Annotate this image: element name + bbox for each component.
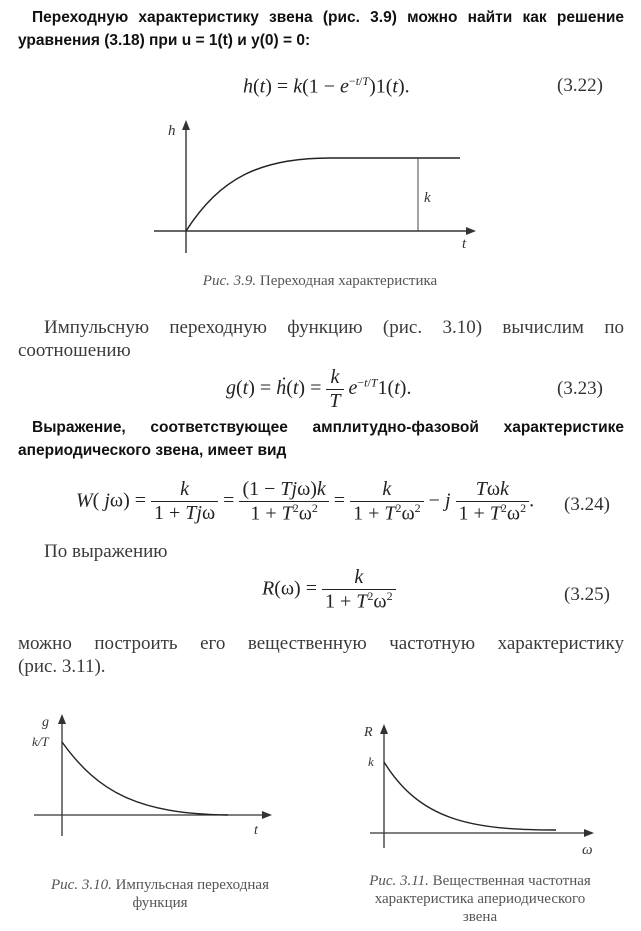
paragraph-intro	[18, 6, 624, 52]
equation-number-3-22: (3.22)	[557, 75, 603, 96]
fig310-caption-text: Импульсная переходная	[115, 877, 269, 893]
fig311-k-label: k	[368, 754, 374, 769]
fig311-curve	[384, 762, 556, 830]
figure-3-11-caption	[330, 872, 630, 926]
fig311-caption-line3: звена	[462, 909, 498, 925]
fig39-axis-y-label: h	[168, 123, 176, 139]
fig310-caption-line2: функция	[132, 895, 188, 911]
figure-3-10-caption	[20, 876, 300, 912]
fig39-axis-x-label: t	[462, 236, 467, 252]
fig39-caption-text: Переходная характеристика	[259, 273, 438, 289]
equation-number-3-24: (3.24)	[564, 494, 610, 515]
fig310-caption-num: Рис. 3.10.	[51, 877, 112, 893]
fig39-caption-num: Рис. 3.9.	[202, 273, 257, 289]
paragraph-afc-line1: Выражение, соответствующее амплитудно-фазовой характеристике	[32, 419, 624, 436]
fig310-y-arrow	[58, 714, 66, 724]
fig311-axis-y-label: R	[364, 725, 373, 740]
equation-number-3-23: (3.23)	[557, 378, 603, 399]
figure-3-10-impulse-response	[28, 712, 278, 842]
equation-3-22: $h(t) = k(1 - e^{-t/T})1(t)$.	[243, 74, 410, 98]
fig311-axis-x-label: ω	[582, 842, 593, 858]
fig311-caption-num: Рис. 3.11.	[369, 873, 429, 889]
figure-3-9-transient-response	[150, 118, 480, 258]
fig310-axis-x-label: t	[254, 823, 258, 838]
paragraph-impulse	[18, 316, 624, 362]
paragraph-intro-line2: уравнения (3.18) при u = 1(t) и y(0) = 0:	[18, 32, 311, 49]
figure-3-11-real-frequency	[360, 720, 600, 860]
paragraph-intro-line1: Переходную характеристику звена (рис. 3.9) можно найти как решение	[32, 9, 624, 26]
paragraph-by-expression: По выражению	[44, 541, 168, 562]
equation-3-23: g(t) = ḣ(t) = $\frac{k}{T}$ $e^{-t/T}1(t)$.	[226, 366, 412, 412]
fig311-caption-line2: характеристика апериодического	[374, 891, 586, 907]
figure-3-9-caption	[140, 272, 500, 290]
paragraph-impulse-line1: Импульсную переходную функцию (рис. 3.10) вычислим по	[44, 317, 624, 338]
equation-number-3-25: (3.25)	[564, 584, 610, 605]
fig39-k-label: k	[424, 190, 431, 206]
paragraph-real-freq-line1: можно построить его вещественную частотную характеристику	[18, 633, 624, 654]
fig311-x-arrow	[584, 829, 594, 837]
paragraph-impulse-line2: соотношению	[18, 340, 131, 361]
paragraph-real-freq	[18, 632, 624, 678]
equation-3-25: R(ω) = $\frac{k}{1 + T^2\omega^2}$	[262, 566, 396, 614]
fig310-x-arrow	[262, 811, 272, 819]
paragraph-afc-line2: апериодического звена, имеет вид	[18, 442, 287, 459]
paragraph-afc	[18, 416, 624, 462]
fig39-curve	[186, 158, 460, 231]
fig39-x-arrow	[466, 227, 476, 235]
paragraph-real-freq-line2: (рис. 3.11).	[18, 656, 106, 677]
fig310-k-over-t-label: k/T	[32, 734, 49, 749]
equation-3-24: W( jω) = $\frac{k}{\text{1 + Tjω}}$ = $\frac{\text{(1 − Tjω)k}}{1 + T^2\omega^2}$ = $\frac{k}{1 + T^2\omega^2}$ − j $\frac{\text{Tωk}}{1 + T^2\omega^2}$ .	[76, 478, 535, 525]
fig311-y-arrow	[380, 724, 388, 734]
fig39-y-arrow	[182, 120, 190, 130]
fig310-axis-y-label: g	[42, 715, 49, 730]
fig310-curve	[62, 742, 228, 815]
fig311-caption-text: Вещественная частотная	[432, 873, 591, 889]
